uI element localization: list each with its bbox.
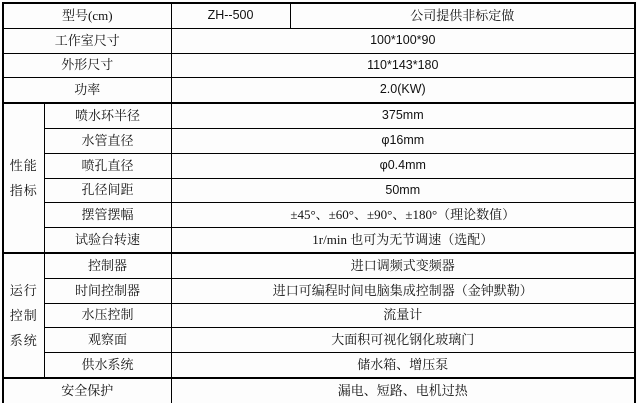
group-label-line: 性能 [9,158,38,174]
row-label: 控制器 [44,253,171,278]
row-value: 进口可编程时间电脑集成控制器（金钟默勒） [171,278,635,303]
table-row-outer-size [3,53,635,78]
group-label-line: 指标 [9,183,38,199]
row-label-model: 型号(cm) [3,3,171,28]
row-label: 摆管摆幅 [44,203,171,228]
row-value: 1r/min 也可为无节调速（选配） [171,228,635,253]
table-row [3,353,635,378]
table-row [3,128,635,153]
row-value: φ0.4mm [171,153,635,178]
table-row-power [3,78,635,103]
row-value: ±45°、±60°、±90°、±180°（理论数值） [171,203,635,228]
table-row [3,278,635,303]
model-value: ZH--500 [171,3,290,28]
spec-table [2,2,636,403]
row-value: 大面积可视化钢化玻璃门 [171,328,635,353]
row-label: 外形尺寸 [3,53,171,78]
table-row-group2-start [3,253,635,278]
row-value: 漏电、短路、电机过热 [171,378,635,403]
table-row [3,178,635,203]
table-row-model [3,3,635,28]
group-label-control-system [3,253,44,378]
group-label-performance [3,103,44,253]
row-label: 孔径间距 [44,178,171,203]
row-value: φ16mm [171,128,635,153]
row-value: 流量计 [171,303,635,328]
group-label-line: 运行 [9,282,38,298]
table-row [3,228,635,253]
row-label: 喷水环半径 [44,103,171,128]
row-value: 2.0(KW) [171,78,635,103]
table-row-group1-start [3,103,635,128]
row-label: 工作室尺寸 [3,28,171,53]
table-row-chamber-size [3,28,635,53]
table-row [3,203,635,228]
table-row [3,153,635,178]
row-label: 功率 [3,78,171,103]
row-label: 水管直径 [44,128,171,153]
model-note: 公司提供非标定做 [290,3,635,28]
row-value: 50mm [171,178,635,203]
row-label: 喷孔直径 [44,153,171,178]
table-row-safety [3,378,635,403]
group-label-line: 控制 [9,307,38,323]
row-value: 100*100*90 [171,28,635,53]
row-label: 观察面 [44,328,171,353]
row-label: 安全保护 [3,378,171,403]
row-label: 水压控制 [44,303,171,328]
row-label: 时间控制器 [44,278,171,303]
row-value: 储水箱、增压泵 [171,353,635,378]
row-label: 供水系统 [44,353,171,378]
table-row [3,328,635,353]
table-row [3,303,635,328]
row-value: 进口调频式变频器 [171,253,635,278]
row-value: 110*143*180 [171,53,635,78]
row-label: 试验台转速 [44,228,171,253]
row-value: 375mm [171,103,635,128]
group-label-line: 系统 [9,332,38,348]
